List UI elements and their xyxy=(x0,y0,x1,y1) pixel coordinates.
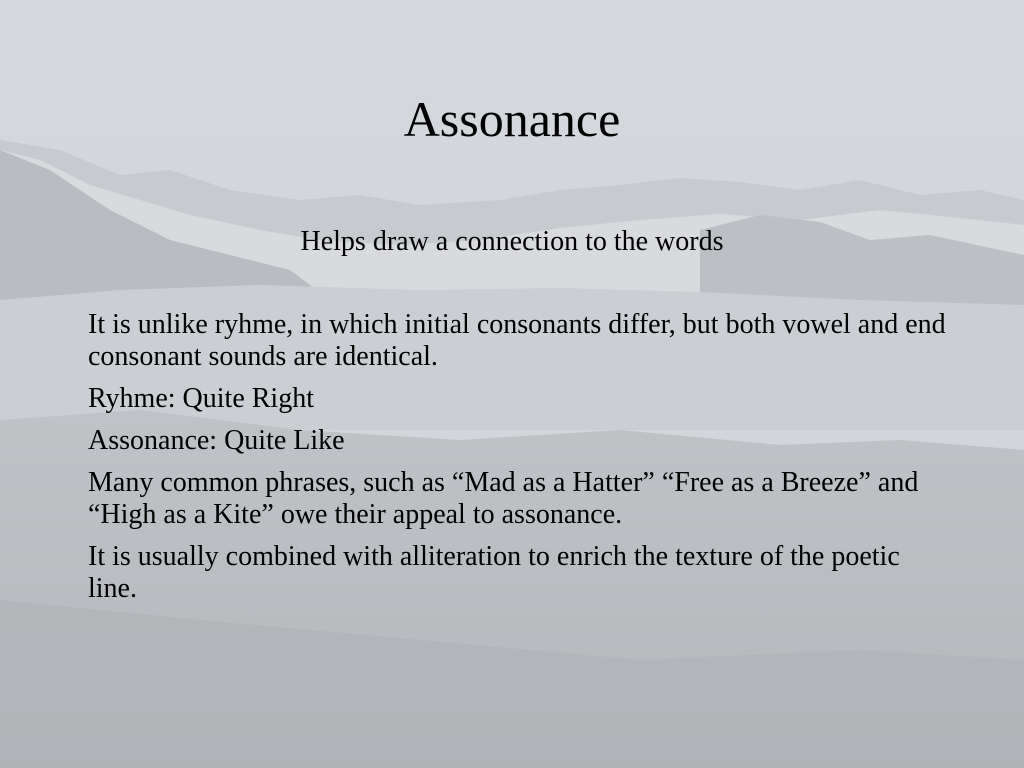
body-paragraph: Assonance: Quite Like xyxy=(88,425,345,456)
body-paragraph: It is unlike ryhme, in which initial consonants differ, but both vowel and end consonant sounds are identical. xyxy=(88,309,946,372)
body-text-list xyxy=(88,309,948,615)
body-paragraph: Many common phrases, such as “Mad as a Hatter” “Free as a Breeze” and “High as a Kite” owe their appeal to assonance. xyxy=(88,467,919,530)
body-paragraph: It is usually combined with alliteration to enrich the texture of the poetic line. xyxy=(88,541,900,604)
body-paragraph: Ryhme: Quite Right xyxy=(88,383,314,414)
slide-title: Assonance xyxy=(403,91,621,147)
slide-subtitle: Helps draw a connection to the words xyxy=(300,226,724,257)
